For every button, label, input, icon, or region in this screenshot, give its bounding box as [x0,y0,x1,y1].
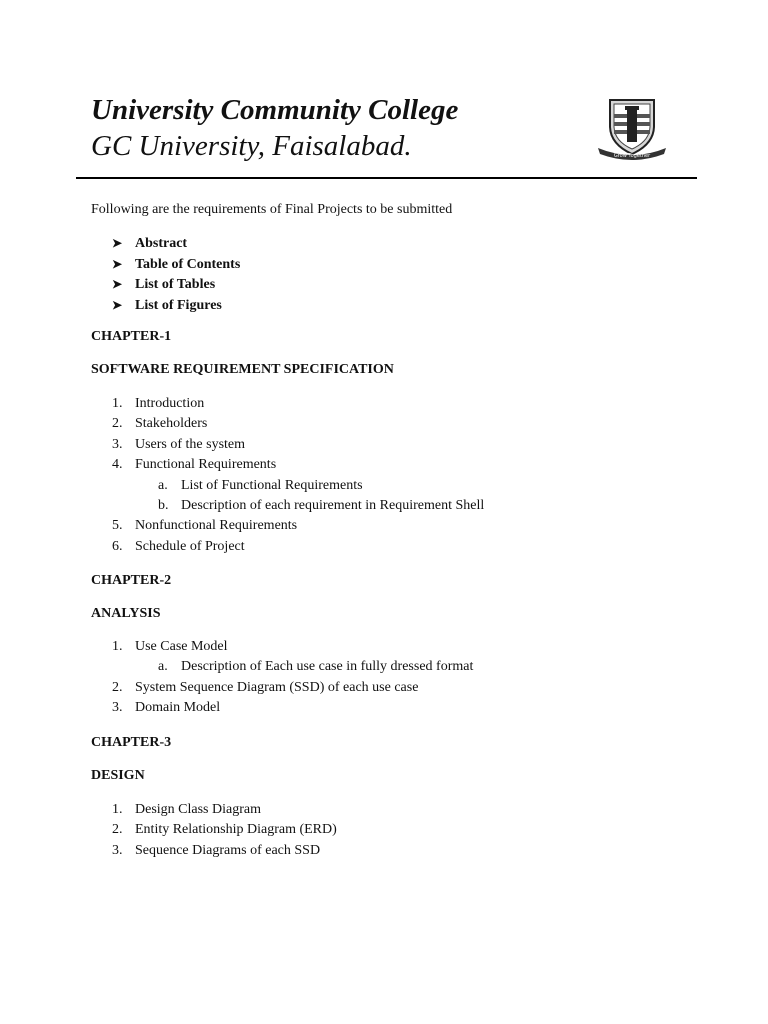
list-item: 1. Design Class Diagram [112,802,261,817]
intro-text: Following are the requirements of Final Projects to be submitted [91,202,453,217]
bullet-item: ➤ Table of Contents [112,254,240,275]
sub-list-item: b. Description of each requirement in Requirement Shell [158,497,485,513]
university-name: GC University, Faisalabad. [91,130,412,162]
list-item: 1. Introduction [112,396,205,411]
university-crest-logo [596,96,668,162]
list-item: 2. System Sequence Diagram (SSD) of each use case [112,679,419,695]
list-item: 1. Use Case Model [112,639,228,654]
list-item: 6. Schedule of Project [112,538,245,554]
list-item: 2. Entity Relationship Diagram (ERD) [112,822,337,838]
chapter-2-label: CHAPTER-2 [91,573,172,588]
chapter-2-title: ANALYSIS [91,606,161,621]
chapter-3-title: DESIGN [91,768,145,783]
chapter-1-title: SOFTWARE REQUIREMENT SPECIFICATION [91,362,394,377]
bullet-item: ➤ List of Tables [112,274,240,295]
bullet-item: ➤ List of Figures [112,295,240,316]
arrow-bullet-icon: ➤ [112,236,123,250]
chapter-1-label: CHAPTER-1 [91,329,172,344]
college-name: University Community College [91,94,459,126]
chapter-3-label: CHAPTER-3 [91,735,172,750]
list-item: 3. Users of the system [112,436,246,452]
list-item: 2. Stakeholders [112,416,208,432]
arrow-bullet-icon: ➤ [112,298,123,313]
header-divider [76,177,697,179]
list-item: 3. Domain Model [112,700,221,716]
crest-motto: Grow Together [613,153,651,159]
chapter-1-list [105,394,484,557]
arrow-bullet-icon: ➤ [112,277,123,292]
list-item: 3. Sequence Diagrams of each SSD [112,842,321,858]
sub-list-item: a. List of Functional Requirements [158,477,363,493]
list-item: 5. Nonfunctional Requirements [112,518,298,534]
bullet-list [112,233,240,316]
chapter-2-list [105,637,473,719]
list-item: 4. Functional Requirements [112,457,277,473]
sub-list-item: a. Description of Each use case in fully dressed format [158,659,474,675]
chapter-3-list [105,800,337,861]
arrow-bullet-icon: ➤ [112,256,123,271]
bullet-item: ➤ Abstract [112,233,240,254]
